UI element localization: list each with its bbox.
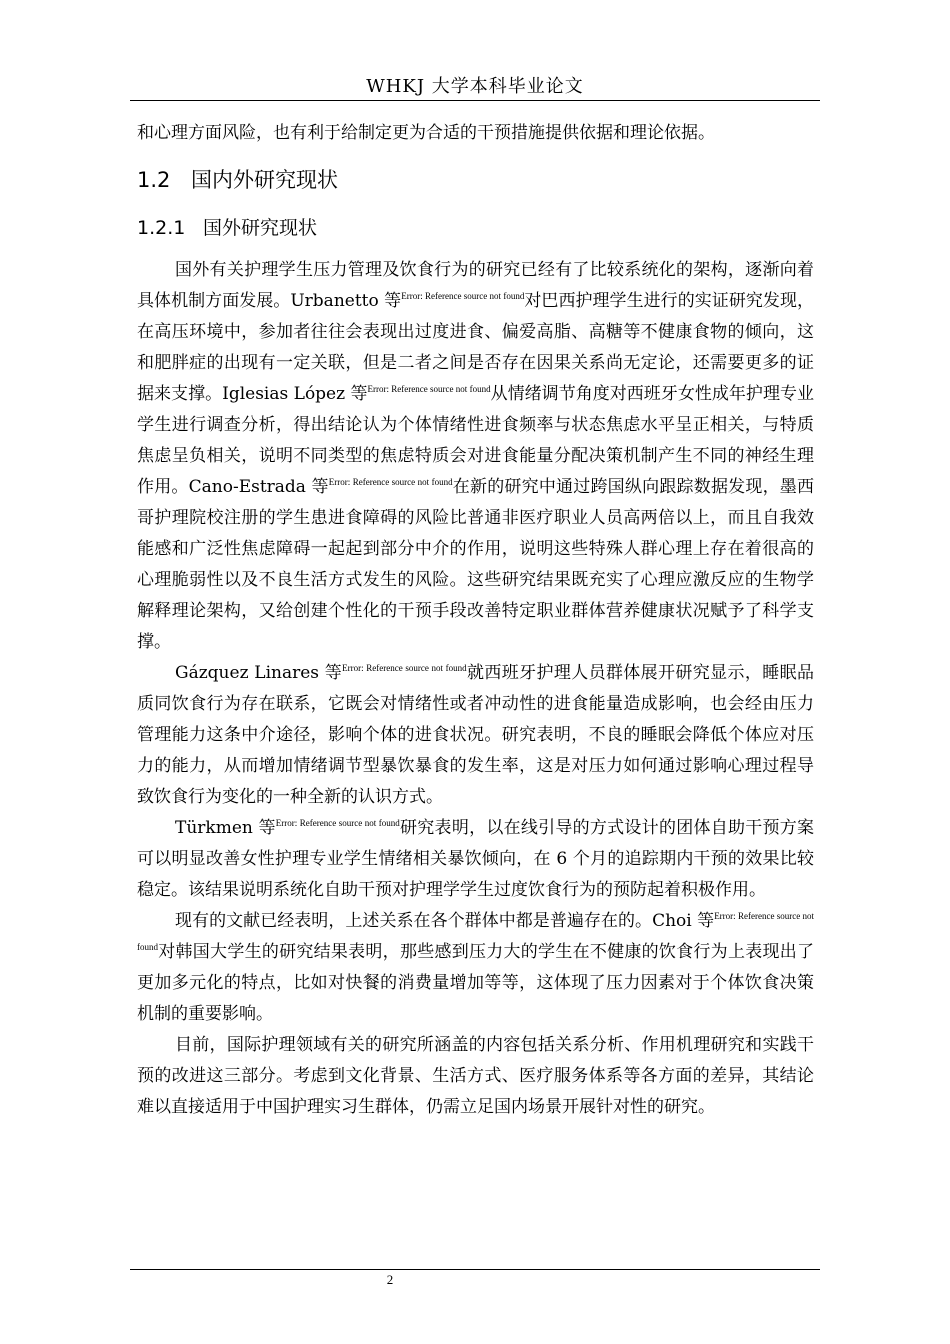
section-title: 国内外研究现状: [191, 168, 338, 192]
paragraph-4: [137, 906, 814, 1030]
paragraph-text: 国外有关护理学生压力管理及饮食行为的研究已经有了比较系统化的架构，逐渐向着具体机制方面发展。Urbanetto 等: [137, 260, 814, 311]
paragraph-text: Gázquez Linares 等: [175, 663, 343, 683]
citation-error: Error: Reference source not found: [342, 663, 467, 673]
citation-error: Error: Reference source not found: [137, 911, 815, 952]
paragraph-text: 就西班牙护理人员群体展开研究显示，睡眠品质同饮食行为存在联系，它既会对情绪性或者冲动性的进食能量造成影响，也会经由压力管理能力这条中介途径，影响个体的进食状况。研究表明，不良的睡眠会降低个体应对压力的能力，从而增加情绪调节型暴饮暴食的发生率，这是对压力如何通过影响心理过程导致饮食行为变化的一种全新的认识方式。: [137, 663, 815, 807]
paragraph-text: 研究表明，以在线引导的方式设计的团体自助干预方案可以明显改善女性护理专业学生情绪相关暴饮倾向，在 6 个月的追踪期内干预的效果比较稳定。该结果说明系统化自助干预对护理学学生过度饮食行为的预防起着积极作用。: [137, 818, 815, 900]
section-heading: [137, 163, 814, 197]
section-number: 1.2: [137, 168, 171, 192]
page-body: [137, 118, 814, 1123]
intro-paragraph: 和心理方面风险，也有利于给制定更为合适的干预措施提供依据和理论依据。: [137, 123, 715, 143]
citation-error: Error: Reference source not found: [367, 384, 491, 394]
paragraph-1: [137, 255, 814, 658]
paragraph-3: [137, 813, 814, 906]
paragraph-2: [137, 658, 814, 813]
paragraph-text: 在新的研究中通过跨国纵向跟踪数据发现，墨西哥护理院校注册的学生患进食障碍的风险比普通非医疗职业人员高两倍以上，而且自我效能感和广泛性焦虑障碍一起起到部分中介的作用，说明这些特殊人群心理上存在着很高的心理脆弱性以及不良生活方式发生的风险。这些研究结果既充实了心理应激反应的生物学解释理论架构，又给创建个性化的干预手段改善特定职业群体营养健康状况赋予了科学支撑。: [137, 477, 815, 652]
page-header: WHKJ 大学本科毕业论文: [130, 72, 820, 101]
paragraph-text: 现有的文献已经表明，上述关系在各个群体中都是普遍存在的。Choi 等: [175, 911, 715, 931]
subsection-number: 1.2.1: [137, 217, 186, 239]
footer-divider: [130, 1269, 820, 1270]
paragraph-5: 目前，国际护理领域有关的研究所涵盖的内容包括关系分析、作用机理研究和实践干预的改进这三部分。考虑到文化背景、生活方式、医疗服务体系等各方面的差异，其结论难以直接适用于中国护理实习生群体，仍需立足国内场景开展针对性的研究。: [137, 1035, 814, 1117]
paragraph-text: 对韩国大学生的研究结果表明，那些感到压力大的学生在不健康的饮食行为上表现出了更加多元化的特点，比如对快餐的消费量增加等等，这体现了压力因素对于个体饮食决策机制的重要影响。: [137, 942, 814, 1024]
paragraph-text: Türkmen 等: [175, 818, 276, 838]
citation-error: Error: Reference source not found: [401, 291, 525, 301]
paragraph-text: 对巴西护理学生进行的实证研究发现，在高压环境中，参加者往往会表现出过度进食、偏爱高脂、高糖等不健康食物的倾向，这和肥胖症的出现有一定关联，但是二者之间是否存在因果关系尚无定论，还需要更多的证据来支撑。Iglesias López 等: [137, 291, 814, 404]
paragraph-text: 从情绪调节角度对西班牙女性成年护理专业学生进行调查分析，得出结论认为个体情绪性进食频率与状态焦虑水平呈正相关，与特质焦虑呈负相关，说明不同类型的焦虑特质会对进食能量分配决策机制产生不同的神经生理作用。Cano-Estrada 等: [137, 384, 814, 497]
subsection-title: 国外研究现状: [203, 217, 318, 239]
citation-error: Error: Reference source not found: [275, 818, 400, 828]
subsection-heading: [137, 211, 814, 245]
page-number: 2: [386, 1272, 394, 1287]
citation-error: Error: Reference source not found: [328, 477, 453, 487]
